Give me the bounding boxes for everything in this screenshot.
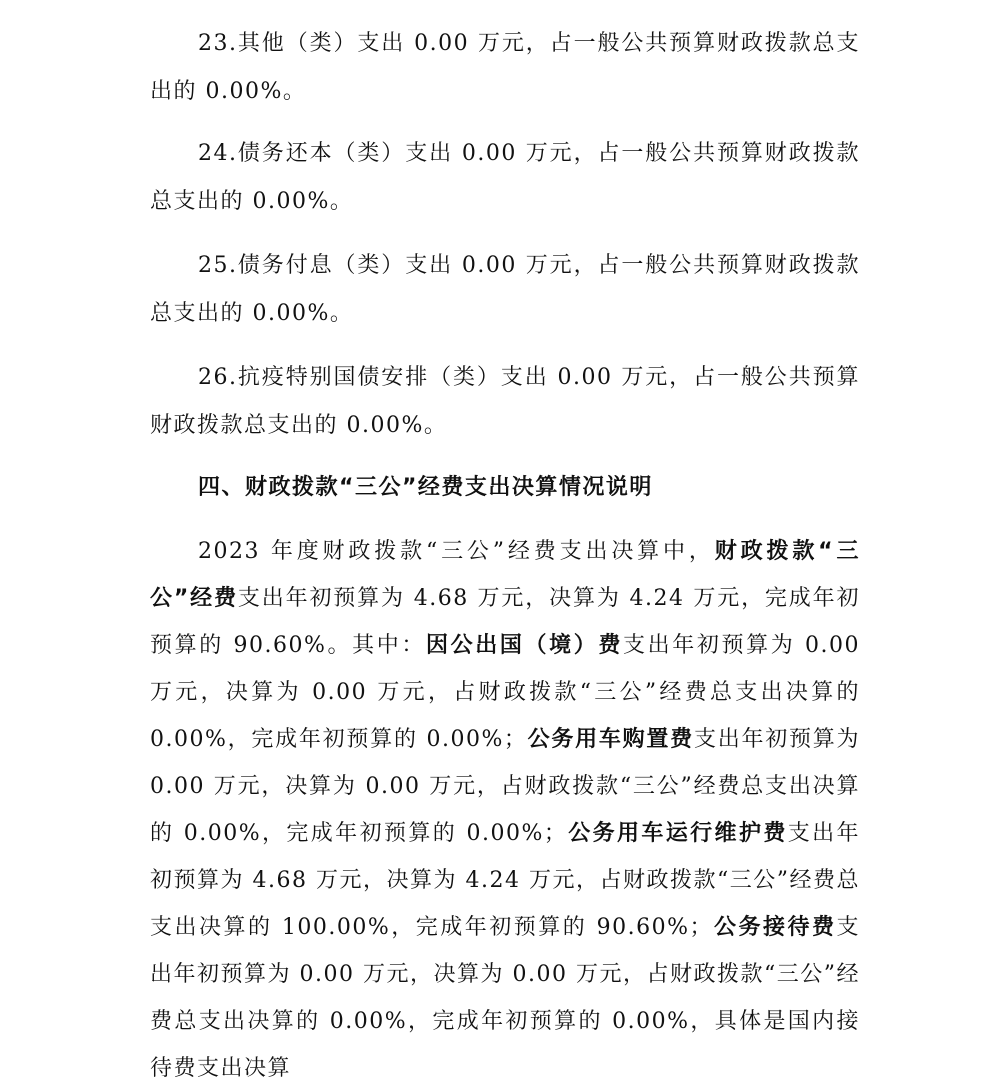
section-heading: 四、财政拨款“三公”经费支出决算情况说明 (198, 475, 653, 500)
three-public-expenses-paragraph (150, 528, 860, 1092)
paragraph-item-24: 24.债务还本（类）支出 0.00 万元，占一般公共预算财政拨款总支出的 0.00%。 (150, 141, 860, 214)
body-bold-2: 因公出国（境）费 (426, 633, 623, 658)
body-text-5: 支出年初预算为 4.68 万元，决算为 4.24 万元，占财政拨款“三公”经费总支出决算的 100.00%，完成年初预算的 90.60%； (150, 821, 860, 940)
body-text-6: 支出年初预算为 0.00 万元，决算为 0.00 万元，占财政拨款“三公”经费总支出决算的 0.00%，完成年初预算的 0.00%，具体是国内接待费支出决算 (150, 915, 860, 1081)
body-bold-3: 公务用车购置费 (527, 727, 694, 752)
body-text-3: 支出年初预算为 0.00 万元，决算为 0.00 万元，占财政拨款“三公”经费总支出决算的 0.00%，完成年初预算的 0.00%； (150, 633, 860, 752)
body-bold-4: 公务用车运行维护费 (567, 821, 788, 846)
paragraph-item-25: 25.债务付息（类）支出 0.00 万元，占一般公共预算财政拨款总支出的 0.00%。 (150, 253, 860, 326)
body-bold-1: 财政拨款“三公”经费 (150, 539, 860, 611)
body-bold-5: 公务接待费 (713, 915, 837, 940)
paragraph-item-26: 26.抗疫特别国债安排（类）支出 0.00 万元，占一般公共预算财政拨款总支出的 0.00%。 (150, 365, 860, 438)
body-text-4: 支出年初预算为 0.00 万元，决算为 0.00 万元，占财政拨款“三公”经费总支出决算的 0.00%，完成年初预算的 0.00%； (150, 727, 860, 846)
paragraph-item-23: 23.其他（类）支出 0.00 万元，占一般公共预算财政拨款总支出的 0.00%。 (150, 31, 860, 104)
body-text-1: 2023 年度财政拨款“三公”经费支出决算中， (198, 539, 715, 564)
body-text-2: 支出年初预算为 4.68 万元，决算为 4.24 万元，完成年初预算的 90.60%。其中： (150, 586, 860, 658)
